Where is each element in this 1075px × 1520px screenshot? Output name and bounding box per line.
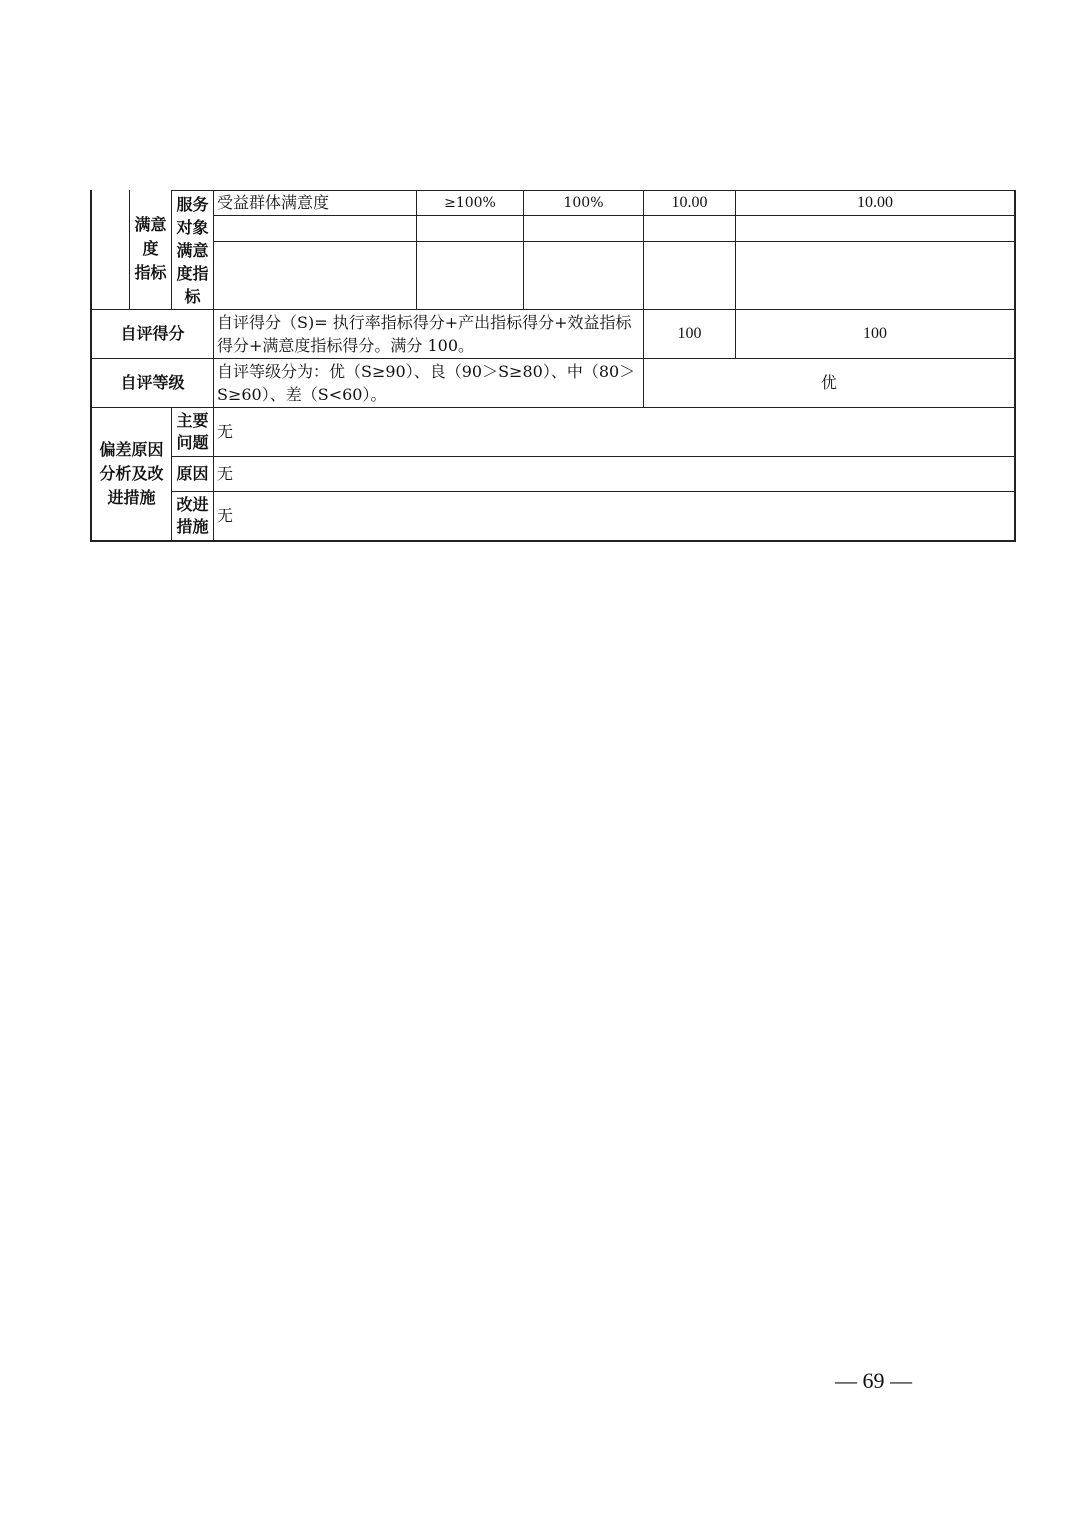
- cause-value: 无: [217, 464, 234, 483]
- target-value-cell: ≥100%: [444, 195, 496, 211]
- self-score-description: 自评得分（S)= 执行率指标得分+产出指标得分+效益指标得分+满意度指标得分。满分 100。: [217, 313, 632, 355]
- deviation-label-line: 分析及改: [99, 464, 164, 483]
- self-grade-label: 自评等级: [120, 373, 185, 392]
- self-score-label: 自评得分: [120, 324, 185, 343]
- indicator-name-cell: 受益群体满意度: [217, 193, 330, 212]
- page-number: — 69 —: [835, 1368, 912, 1393]
- satisfaction-group-label-line: 度: [142, 239, 159, 258]
- deviation-label-line: 进措施: [107, 488, 156, 507]
- self-score-total: 100: [863, 325, 887, 342]
- self-grade-value: 优: [820, 373, 837, 392]
- satisfaction-sub-label-line: 标: [184, 286, 201, 306]
- main-problem-label-line: 主要: [176, 411, 209, 430]
- satisfaction-sub-label-line: 满意: [176, 240, 209, 260]
- self-grade-description: 自评等级分为：优（S≥90）、良（90＞S≥80）、中（80＞S≥60）、差（S<60）。: [217, 362, 636, 404]
- satisfaction-sub-label-line: 对象: [176, 217, 209, 237]
- satisfaction-group-label-line: 指标: [134, 263, 167, 282]
- main-problem-label-line: 问题: [176, 433, 209, 452]
- improvement-label-line: 措施: [176, 517, 209, 536]
- self-score-weight-total: 100: [677, 325, 702, 342]
- main-problem-label: [172, 408, 213, 456]
- satisfaction-sub-label: [172, 191, 213, 309]
- deviation-label: [92, 408, 171, 540]
- satisfaction-sub-label-line: 服务: [176, 194, 209, 214]
- deviation-label-line: 偏差原因: [99, 440, 164, 459]
- score-cell: 10.00: [857, 194, 893, 211]
- satisfaction-group-label-line: 满意: [134, 215, 167, 234]
- cause-label: 原因: [176, 464, 209, 483]
- satisfaction-group-label: [130, 213, 171, 285]
- weight-cell: 10.00: [671, 194, 708, 211]
- actual-value-cell: 100%: [563, 195, 604, 211]
- improvement-label: [172, 492, 213, 540]
- improvement-label-line: 改进: [176, 495, 209, 514]
- satisfaction-sub-label-line: 度指: [176, 263, 209, 283]
- improvement-value: 无: [217, 506, 234, 525]
- main-problem-value: 无: [217, 422, 234, 441]
